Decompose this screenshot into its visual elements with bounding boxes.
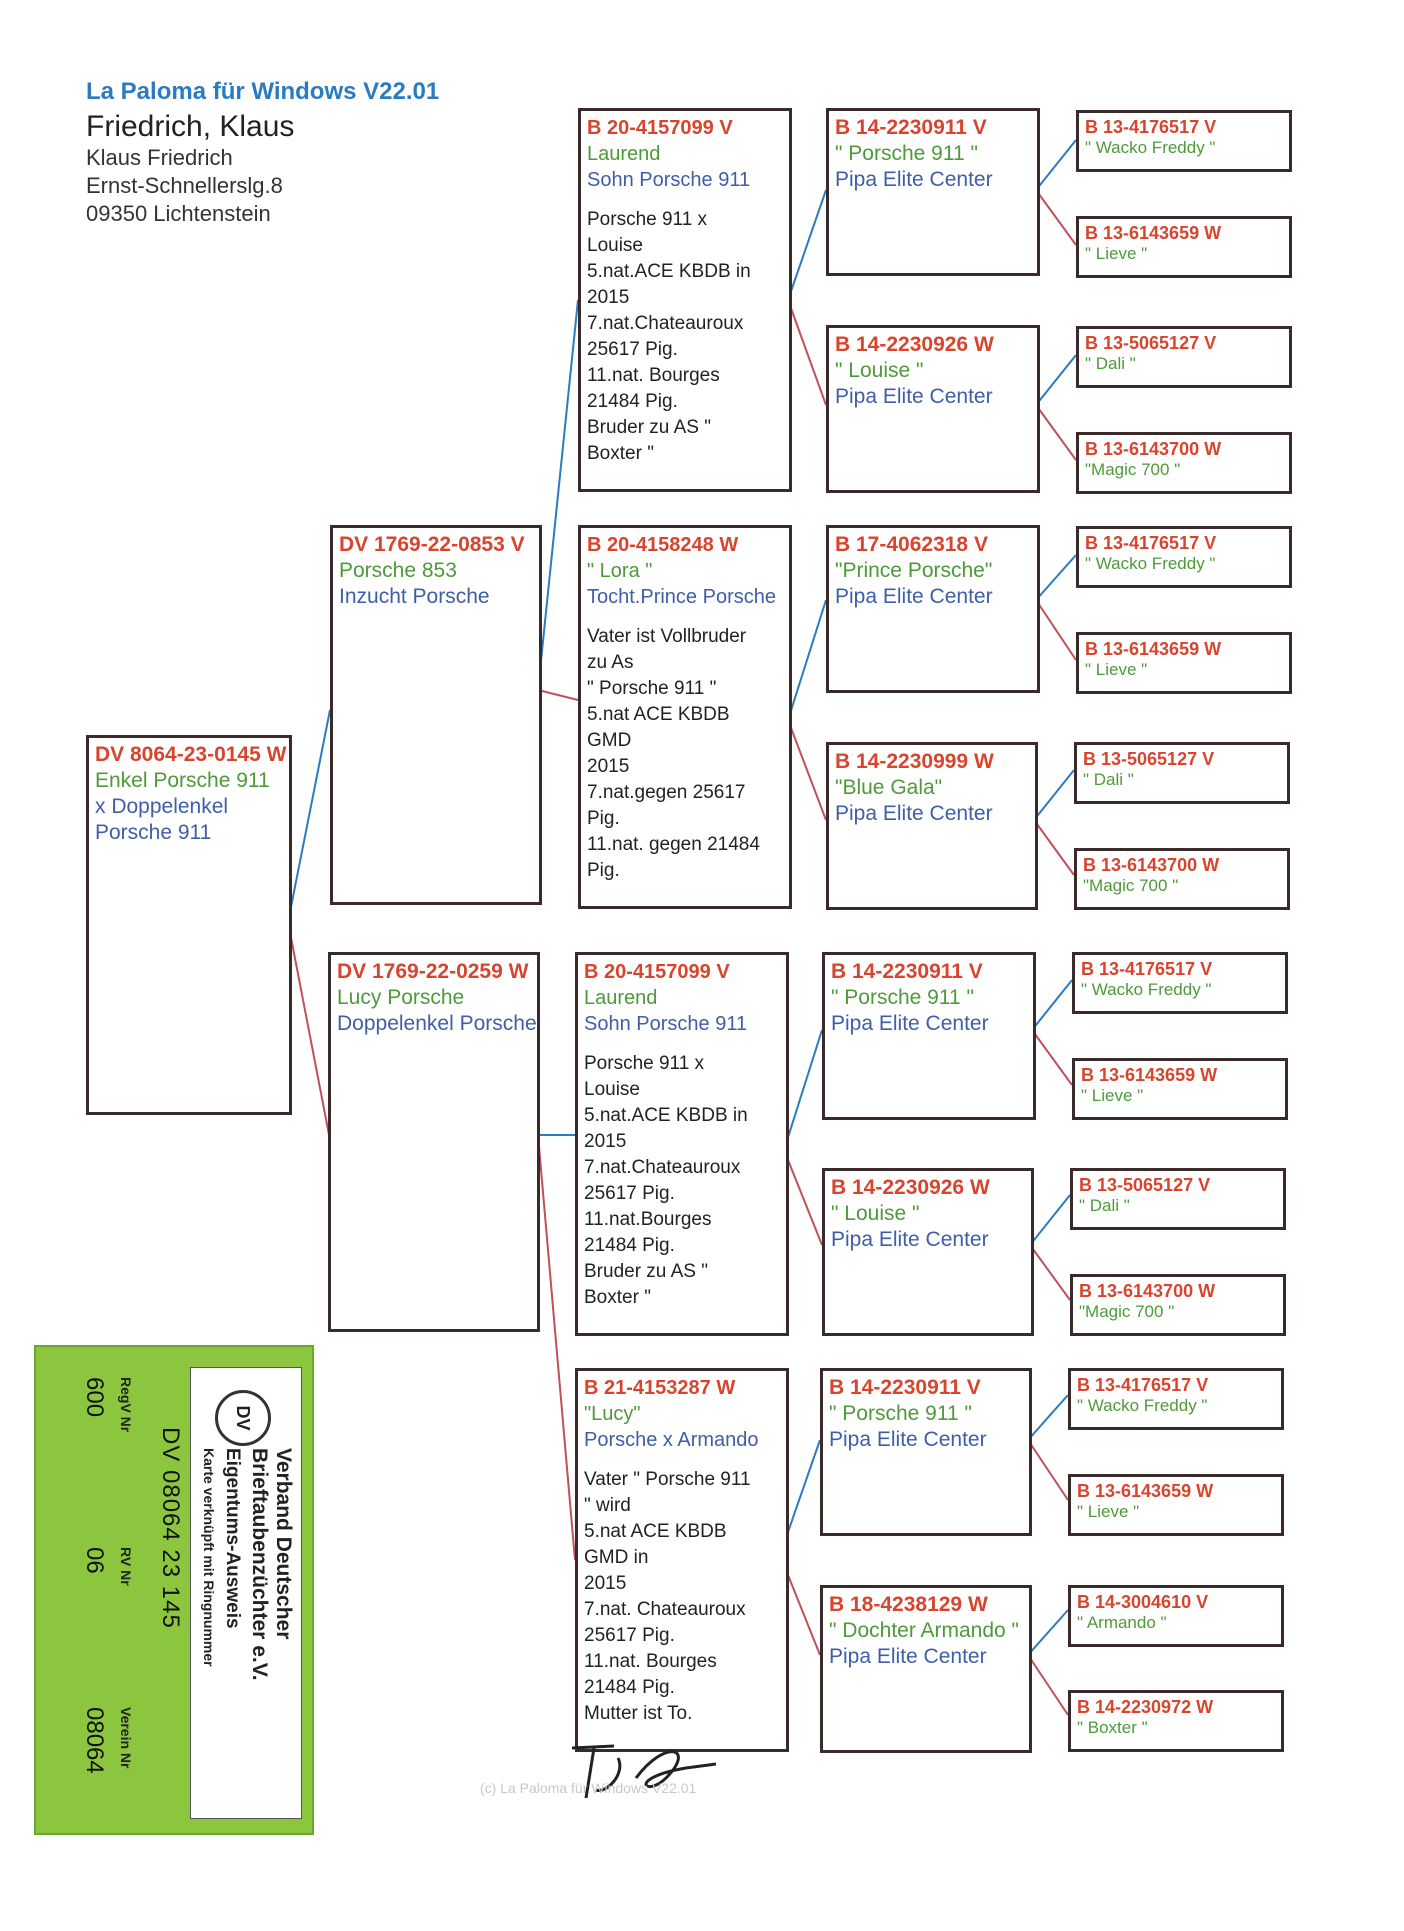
pigeon-description: Pipa Elite Center (835, 802, 993, 825)
ring-number: B 13-6143659 W (1085, 223, 1222, 243)
pedigree-great-grandparent (826, 742, 1038, 910)
pigeon-name: " Lieve " (1085, 660, 1148, 679)
address-line: Klaus Friedrich (86, 145, 233, 170)
pedigree-grandparent (578, 108, 792, 492)
pigeon-description: Pipa Elite Center (829, 1428, 987, 1451)
signature-icon (566, 1738, 736, 1808)
ring-number: DV 1769-22-0259 W (337, 960, 529, 983)
pigeon-notes: Vater " Porsche 911 " wird 5.nat ACE KBDB GMD in 2015 7.nat. Chateauroux 25617 Pig. 11.nat. Bourges 21484 Pig. Mutter ist To. (584, 1469, 751, 1724)
pigeon-description: x Doppelenkel Porsche 911 (95, 795, 229, 844)
pigeon-name: "Magic 700 " (1085, 460, 1181, 479)
pedigree-grandparent (578, 525, 792, 909)
ring-number: B 14-2230911 V (831, 960, 983, 983)
pigeon-description: Sohn Porsche 911 (587, 169, 751, 191)
connector-line (1036, 555, 1076, 600)
pedigree-gen4 (1076, 326, 1292, 388)
pigeon-name: " Louise " (835, 359, 924, 382)
card-value: 08064 (81, 1707, 108, 1774)
pigeon-name: Lucy Porsche (337, 986, 465, 1009)
pigeon-description: Doppelenkel Porsche (337, 1012, 537, 1035)
pigeon-name: Laurend (584, 987, 658, 1009)
ring-number: B 13-4176517 V (1081, 959, 1213, 979)
pedigree-gen4 (1070, 1168, 1286, 1230)
address-line: 09350 Lichtenstein (86, 201, 271, 226)
org-line: Brieftaubenzüchter e.V. (248, 1448, 271, 1681)
connector-line (1036, 600, 1076, 660)
connector-line (1030, 1195, 1070, 1245)
pedigree-great-grandparent (820, 1368, 1032, 1536)
pigeon-name: " Wacko Freddy " (1081, 980, 1212, 999)
connector-line (788, 190, 826, 300)
pigeon-name: " Dali " (1079, 1196, 1130, 1215)
ring-number: B 14-2230972 W (1077, 1697, 1214, 1717)
ring-number: B 14-2230926 W (835, 333, 994, 356)
pedigree-gen4 (1072, 952, 1288, 1014)
pedigree-gen4 (1068, 1368, 1284, 1430)
association-logo-icon: DV (215, 1390, 271, 1446)
ring-number: B 13-6143659 W (1081, 1065, 1218, 1085)
connector-line (288, 922, 330, 1140)
connector-line (538, 300, 578, 690)
pigeon-name: "Magic 700 " (1079, 1302, 1175, 1321)
connector-line (1032, 1030, 1072, 1085)
connector-line (788, 300, 826, 405)
pigeon-name: Laurend (587, 143, 661, 165)
ring-number: B 20-4157099 V (587, 117, 733, 139)
pigeon-name: " Porsche 911 " (835, 142, 978, 165)
pedigree-gen4 (1068, 1585, 1284, 1647)
ring-number: B 13-6143700 W (1079, 1281, 1216, 1301)
connector-line (538, 690, 578, 700)
pigeon-notes: Porsche 911 x Louise 5.nat.ACE KBDB in 2015 7.nat.Chateauroux 25617 Pig. 11.nat.Bourges 21484 Pig. Bruder zu AS " Boxter " (584, 1053, 748, 1308)
connector-line (1032, 980, 1072, 1030)
ring-number: B 14-2230999 W (835, 750, 994, 773)
connector-line (1030, 1245, 1070, 1300)
pedigree-gen4 (1076, 632, 1292, 694)
connector-line (1036, 405, 1076, 460)
connector-line (1028, 1610, 1068, 1655)
pigeon-name: "Blue Gala" (835, 776, 943, 799)
pigeon-name: " Lora " (587, 560, 653, 582)
pedigree-great-grandparent (822, 1168, 1034, 1336)
pigeon-name: " Porsche 911 " (829, 1402, 972, 1425)
ring-number: B 13-5065127 V (1079, 1175, 1211, 1195)
card-value: 600 (81, 1377, 108, 1418)
pedigree-grandparent (575, 1368, 789, 1752)
pigeon-description: Pipa Elite Center (831, 1228, 989, 1251)
pigeon-name: " Wacko Freddy " (1085, 138, 1216, 157)
pedigree-gen4 (1068, 1690, 1284, 1752)
pedigree-grandparent (575, 952, 789, 1336)
pigeon-name: " Armando " (1077, 1613, 1167, 1632)
pigeon-name: " Boxter " (1077, 1718, 1148, 1737)
pedigree-great-grandparent (826, 325, 1040, 493)
org-name (247, 1448, 295, 1681)
pigeon-name: " Wacko Freddy " (1085, 554, 1216, 573)
ring-number: B 13-5065127 V (1083, 749, 1215, 769)
ring-number: B 14-3004610 V (1077, 1592, 1209, 1612)
pigeon-name: " Wacko Freddy " (1077, 1396, 1208, 1415)
pedigree-great-grandparent (826, 525, 1040, 693)
connector-line (1028, 1655, 1068, 1715)
pigeon-name: " Lieve " (1077, 1502, 1140, 1521)
pigeon-description: Pipa Elite Center (829, 1645, 987, 1668)
card-header-panel (190, 1367, 302, 1819)
pigeon-description: Sohn Porsche 911 (584, 1013, 748, 1035)
pigeon-description: Pipa Elite Center (835, 168, 993, 191)
pedigree-gen4 (1068, 1474, 1284, 1536)
ring-number: B 13-6143659 W (1085, 639, 1222, 659)
card-label: RegV Nr (118, 1377, 134, 1433)
card-subtitle: Karte verknüpft mit Ringnummer (201, 1448, 217, 1667)
pedigree-dam (328, 952, 540, 1332)
app-title: La Paloma für Windows V22.01 (86, 78, 440, 105)
ring-number: DV 8064-23-0145 W (95, 743, 287, 766)
ring-number: B 13-4176517 V (1085, 533, 1217, 553)
address-line: Ernst-Schnellerslg.8 (86, 173, 283, 198)
connector-line (1034, 770, 1074, 820)
ring-number: B 17-4062318 V (835, 533, 988, 556)
pigeon-name: " Lieve " (1081, 1086, 1144, 1105)
pigeon-name: " Dali " (1083, 770, 1134, 789)
pedigree-gen4 (1074, 848, 1290, 910)
pedigree-great-grandparent (820, 1585, 1032, 1753)
ring-number: B 13-5065127 V (1085, 333, 1217, 353)
pigeon-name: "Prince Porsche" (835, 559, 993, 582)
owner-name: Friedrich, Klaus (86, 110, 295, 143)
pedigree-gen4 (1074, 742, 1290, 804)
pigeon-name: "Lucy" (584, 1403, 641, 1425)
connector-line (1034, 820, 1074, 875)
pigeon-description: Pipa Elite Center (835, 585, 993, 608)
pigeon-name: " Dali " (1085, 354, 1136, 373)
connector-line (538, 1135, 575, 1560)
ring-number: B 18-4238129 W (829, 1593, 988, 1616)
connector-line (1036, 140, 1076, 190)
ring-number: B 14-2230911 V (829, 1376, 981, 1399)
ring-number: B 14-2230911 V (835, 116, 987, 139)
pedigree-gen4 (1076, 526, 1292, 588)
pigeon-name: Enkel Porsche 911 (95, 769, 270, 792)
pedigree-gen4 (1076, 432, 1292, 494)
card-label: Verein Nr (118, 1707, 134, 1769)
ring-number: B 20-4158248 W (587, 534, 739, 556)
ring-number: B 13-4176517 V (1077, 1375, 1209, 1395)
pigeon-description: Inzucht Porsche (339, 585, 490, 608)
pedigree-gen4 (1076, 110, 1292, 172)
connector-line (1036, 190, 1076, 245)
pigeon-description: Pipa Elite Center (835, 385, 993, 408)
connector-line (1036, 355, 1076, 405)
card-ring-number: DV 08064 23 145 (157, 1427, 184, 1629)
card-label: RV Nr (118, 1547, 134, 1586)
connector-line (788, 600, 826, 720)
pigeon-description: Pipa Elite Center (831, 1012, 989, 1035)
pigeon-description: Tocht.Prince Porsche (587, 586, 776, 608)
ring-number: B 14-2230926 W (831, 1176, 990, 1199)
pigeon-name: " Porsche 911 " (831, 986, 974, 1009)
pedigree-gen4 (1072, 1058, 1288, 1120)
connector-line (784, 1030, 822, 1150)
org-line: Verband Deutscher (272, 1448, 295, 1640)
pigeon-notes: Vater ist Vollbruder zu As " Porsche 911 " 5.nat ACE KBDB GMD 2015 7.nat.gegen 25617 Pig. 11.nat. gegen 21484 Pig. (587, 626, 760, 881)
ring-number: B 13-6143700 W (1083, 855, 1220, 875)
connector-line (1028, 1440, 1068, 1500)
pigeon-name: "Magic 700 " (1083, 876, 1179, 895)
connector-line (288, 710, 330, 922)
ring-number: DV 1769-22-0853 V (339, 533, 525, 556)
pigeon-name: Porsche 853 (339, 559, 457, 582)
connector-line (1028, 1395, 1068, 1440)
ring-number: B 21-4153287 W (584, 1377, 736, 1399)
ring-number: B 13-4176517 V (1085, 117, 1217, 137)
card-title: Eigentums-Ausweis (222, 1448, 243, 1629)
pedigree-subject (86, 735, 292, 1115)
pedigree-great-grandparent (826, 108, 1040, 276)
pedigree-gen4 (1076, 216, 1292, 278)
pedigree-great-grandparent (822, 952, 1036, 1120)
ring-number: B 20-4157099 V (584, 961, 730, 983)
ring-number: B 13-6143700 W (1085, 439, 1222, 459)
pigeon-name: " Dochter Armando " (829, 1619, 1019, 1642)
pigeon-name: " Lieve " (1085, 244, 1148, 263)
pigeon-notes: Porsche 911 x Louise 5.nat.ACE KBDB in 2015 7.nat.Chateauroux 25617 Pig. 11.nat. Bourges 21484 Pig. Bruder zu AS " Boxter " (587, 209, 751, 464)
ring-number: B 13-6143659 W (1077, 1481, 1214, 1501)
pedigree-sire (330, 525, 542, 905)
connector-line (784, 1150, 822, 1245)
pigeon-description: Porsche x Armando (584, 1429, 759, 1451)
footer-copyright: (c) La Paloma für Windows V22.01 (480, 1780, 697, 1796)
pedigree-gen4 (1070, 1274, 1286, 1336)
connector-line (788, 720, 826, 820)
pigeon-name: " Louise " (831, 1202, 920, 1225)
ownership-card (34, 1345, 314, 1835)
card-value: 06 (81, 1547, 108, 1574)
